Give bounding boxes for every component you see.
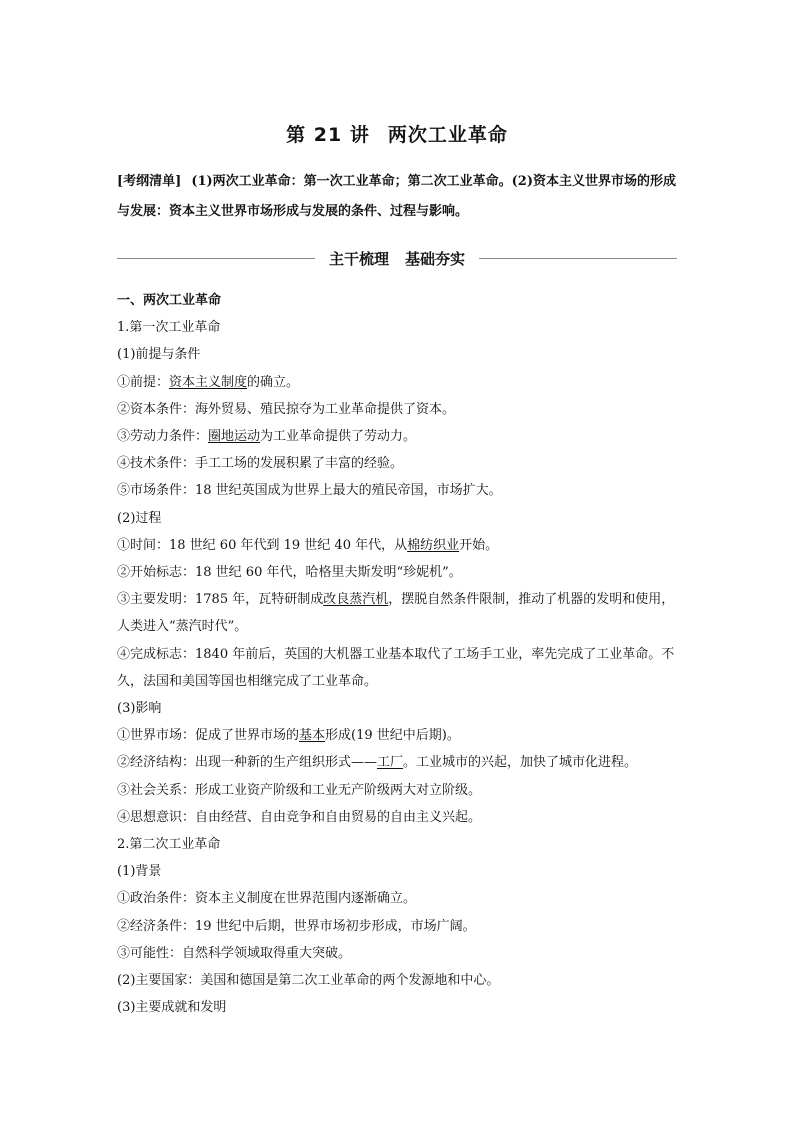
- heading-two-industrial-revolutions: 一、两次工业革命: [117, 293, 222, 308]
- subheading-second-revolution: 2.第二次工业革命: [117, 837, 221, 853]
- underlined-term: 基本: [299, 728, 326, 744]
- section-header-label: [315, 248, 479, 269]
- section-divider-left: [117, 258, 315, 259]
- item-social-relations: ③社会关系：形成工业资产阶级和工业无产阶级两大对立阶级。: [117, 782, 482, 798]
- item-main-invention: ③主要发明：1785 年，瓦特研制成改良蒸汽机，摆脱自然条件限制，推动了机器的发明和使用，人类进入“蒸汽时代”。: [117, 592, 675, 635]
- underlined-term: 圈地运动: [208, 429, 261, 445]
- page-title: [0, 122, 794, 148]
- item-economic-structure: ②经济结构：出现一种新的生产组织形式——工厂。工业城市的兴起，加快了城市化进程。: [117, 755, 638, 771]
- underlined-term: 资本主义制度: [169, 374, 248, 390]
- underlined-term: 工厂: [377, 755, 404, 771]
- item-technology-condition: ④技术条件：手工工场的发展积累了丰富的经验。: [117, 456, 404, 472]
- content-body: [117, 287, 682, 1021]
- section-header: [117, 245, 677, 271]
- item-premises-conditions: (1)前提与条件: [117, 347, 201, 363]
- item-economic-condition: ②经济条件：19 世纪中后期，世界市场初步形成，市场广阔。: [117, 918, 476, 934]
- section-header-part2: 基础夯实: [405, 249, 466, 268]
- underlined-term: 棉纺织业: [407, 537, 460, 553]
- item-capital-condition: ②资本条件：海外贸易、殖民掠夺为工业革命提供了资本。: [117, 401, 456, 417]
- item-impact: (3)影响: [117, 701, 162, 717]
- lesson-topic: 两次工业革命: [387, 124, 508, 146]
- item-possibility: ③可能性：自然科学领域取得重大突破。: [117, 945, 352, 961]
- underlined-term: 改良蒸汽机: [323, 592, 389, 608]
- item-market-condition: ⑤市场条件：18 世纪英国成为世界上最大的殖民帝国，市场扩大。: [117, 483, 502, 499]
- subheading-first-revolution: 1.第一次工业革命: [117, 320, 221, 336]
- item-achievements: (3)主要成就和发明: [117, 1000, 227, 1016]
- item-process: (2)过程: [117, 510, 162, 526]
- item-background: (1)背景: [117, 864, 162, 880]
- item-completion-mark: ④完成标志：1840 年前后，英国的大机器工业基本取代了工场手工业，率先完成了工业革命。不久，法国和美国等国也相继完成了工业革命。: [117, 646, 675, 689]
- syllabus-text: (1)两次工业革命：第一次工业革命；第二次工业革命。(2)资本主义世界市场的形成与发展：资本主义世界市场形成与发展的条件、过程与影响。: [117, 174, 677, 219]
- section-header-part1: 主干梳理: [328, 249, 389, 268]
- item-world-market: ①世界市场：促成了世界市场的基本形成(19 世纪中后期)。: [117, 728, 460, 744]
- item-political-condition: ①政治条件：资本主义制度在世界范围内逐渐确立。: [117, 891, 417, 907]
- syllabus-tag: [考纲清单]: [117, 174, 182, 189]
- item-time: ①时间：18 世纪 60 年代到 19 世纪 40 年代，从棉纺织业开始。: [117, 537, 499, 553]
- lesson-number: 第 21 讲: [286, 124, 370, 146]
- section-divider-right: [479, 258, 677, 259]
- item-ideology: ④思想意识：自由经营、自由竞争和自由贸易的自由主义兴起。: [117, 809, 482, 825]
- item-start-mark: ②开始标志：18 世纪 60 年代，哈格里夫斯发明“珍妮机”。: [117, 565, 462, 581]
- item-premise: ①前提：资本主义制度的确立。: [117, 374, 300, 390]
- item-main-countries: (2)主要国家：美国和德国是第二次工业革命的两个发源地和中心。: [117, 973, 500, 989]
- item-labor-condition: ③劳动力条件：圈地运动为工业革命提供了劳动力。: [117, 429, 417, 445]
- syllabus-block: [117, 167, 677, 227]
